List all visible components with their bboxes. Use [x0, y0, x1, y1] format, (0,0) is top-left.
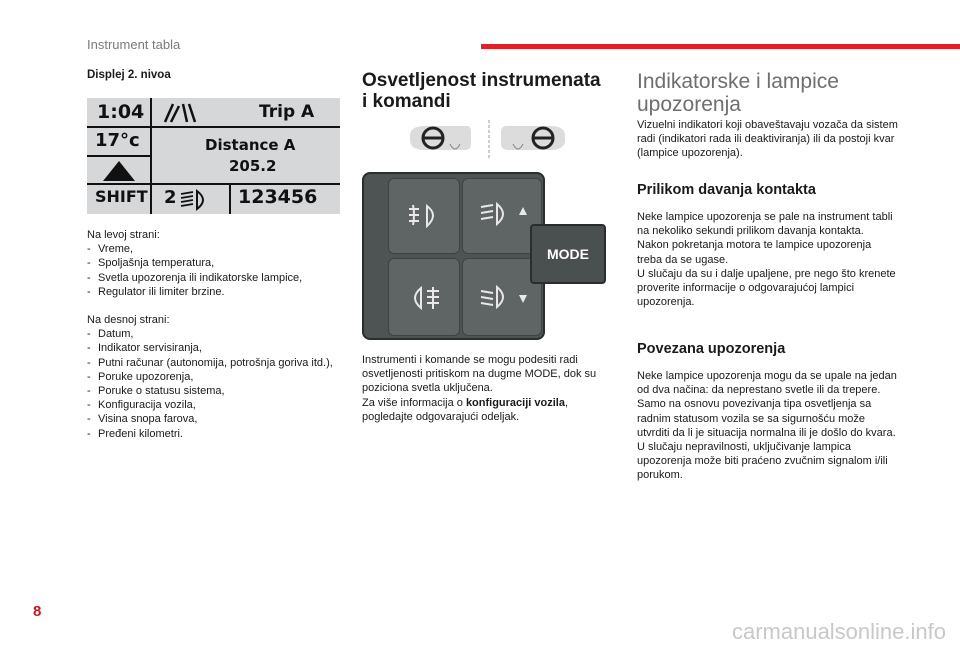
lighting-control-panel [362, 172, 545, 340]
left-side-list [87, 242, 347, 299]
related-text-2: Samo na osnovu povezivanja tipa osvetljenja sa radnim statusom vozila se sa sigurnošću može utvrditi da li je situacija normalna ili je došlo do kvara. [637, 398, 896, 439]
right-heading-line1: Indikatorske i lampice [637, 70, 839, 93]
shift-arrow-icon [101, 160, 137, 182]
right-section-1 [637, 182, 899, 309]
lcd-display-illustration [87, 98, 340, 214]
lcd-shift-label: SHIFT [95, 187, 148, 206]
right-intro-text: Vizuelni indikatori koji obaveštavaju vozača da sistem radi (indikatori rada ili deaktiviranja) ili da postoji kvar (lampice upozorenja). [637, 119, 898, 160]
list-item: - Poruke upozorenja, [87, 370, 345, 384]
para-2-suffix: , [564, 396, 569, 409]
middle-para-3: pogledajte odgovarajući odeljak. [362, 410, 520, 423]
ignition-text-2: Nakon pokretanja motora te lampice upozorenja treba da se ugase. [637, 239, 872, 266]
middle-heading-line1: Osvetljenost instrumenata [362, 70, 601, 91]
list-item: - Poruke o statusu sistema, [87, 384, 345, 398]
para-2-prefix: Za više informacija o [362, 396, 466, 409]
lcd-distance-value: 205.2 [229, 157, 277, 175]
lcd-temperature: 17°c [95, 130, 140, 151]
middle-para-1: Instrumenti i komande se mogu podesiti radi osvetljenosti pritiskom na dugme MODE, dok su poziciona svetla uključena. [362, 354, 597, 395]
left-side-title: Na levoj strani: [87, 229, 160, 241]
list-item: - Putni računar (autonomija, potrošnja goriva itd.), [87, 356, 345, 370]
list-item: - Visina snopa farova, [87, 412, 345, 426]
list-item: - Svetla upozorenja ili indikatorske lampice, [87, 271, 347, 285]
lcd-trip: Trip A [259, 102, 315, 122]
right-intro [637, 118, 899, 161]
steering-wheel-illustration [405, 118, 575, 160]
slash-service-icon [163, 102, 197, 124]
headlight-level-icon [177, 188, 211, 212]
right-side-block [87, 313, 345, 441]
right-side-list [87, 327, 345, 441]
section-header-title: Instrument tabla [87, 37, 181, 52]
lcd-time: 1:04 [97, 101, 145, 123]
headlight-up-icon [479, 201, 531, 231]
middle-heading-line2: i komandi [362, 91, 451, 112]
ignition-text-3: U slučaju da su i dalje upaljene, pre nego što krenete proverite informacije o odgovarajućoj lampici upozorenja. [637, 267, 896, 309]
headlight-down-icon [479, 283, 531, 313]
middle-para-2 [362, 396, 612, 410]
header-accent-bar [481, 44, 960, 49]
lcd-distance-label: Distance A [205, 136, 296, 154]
related-text-3: U slučaju nepravilnosti, uključivanje lampica upozorenja može biti praćeno zvučnim signalom i/ili porukom. [637, 441, 888, 482]
right-heading [637, 70, 907, 116]
rear-fog-icon [407, 285, 441, 311]
right-section-2 [637, 341, 899, 483]
middle-text-block [362, 353, 612, 424]
front-fog-icon [407, 203, 441, 229]
list-item: - Spoljašnja temperatura, [87, 256, 347, 270]
subheading-related-warnings: Povezana upozorenja [637, 341, 786, 357]
lcd-odometer: 123456 [238, 186, 318, 208]
list-item: - Regulator ili limiter brzine. [87, 285, 347, 299]
mode-button[interactable]: MODE [530, 224, 606, 284]
rear-fog-button[interactable] [388, 258, 460, 336]
lcd-gear: 2 [164, 187, 177, 208]
list-item: - Indikator servisiranja, [87, 341, 345, 355]
list-item: - Pređeni kilometri. [87, 427, 345, 441]
watermark-text: carmanualsonline.info [731, 619, 946, 644]
display-label: Displej 2. nivoa [87, 69, 171, 81]
left-side-block [87, 228, 347, 299]
list-item: - Konfiguracija vozila, [87, 398, 345, 412]
page-number: 8 [33, 603, 42, 620]
subheading-ignition: Prilikom davanja kontakta [637, 182, 816, 198]
list-item: - Vreme, [87, 242, 347, 256]
vehicle-config-ref: konfiguraciji vozila [465, 396, 565, 409]
right-side-title: Na desnoj strani: [87, 314, 170, 326]
left-column [87, 69, 347, 81]
list-item: - Datum, [87, 327, 345, 341]
right-heading-line2: upozorenja [637, 93, 741, 116]
ignition-text-1: Neke lampice upozorenja se pale na instrument tabli na nekoliko sekundi prilikom davanja kontakta. [637, 211, 893, 238]
middle-heading [362, 70, 612, 112]
front-fog-button[interactable] [388, 178, 460, 254]
related-text-1: Neke lampice upozorenja mogu da se upale na jedan od dva načina: da neprestano svetle ili da trepere. [637, 370, 897, 397]
